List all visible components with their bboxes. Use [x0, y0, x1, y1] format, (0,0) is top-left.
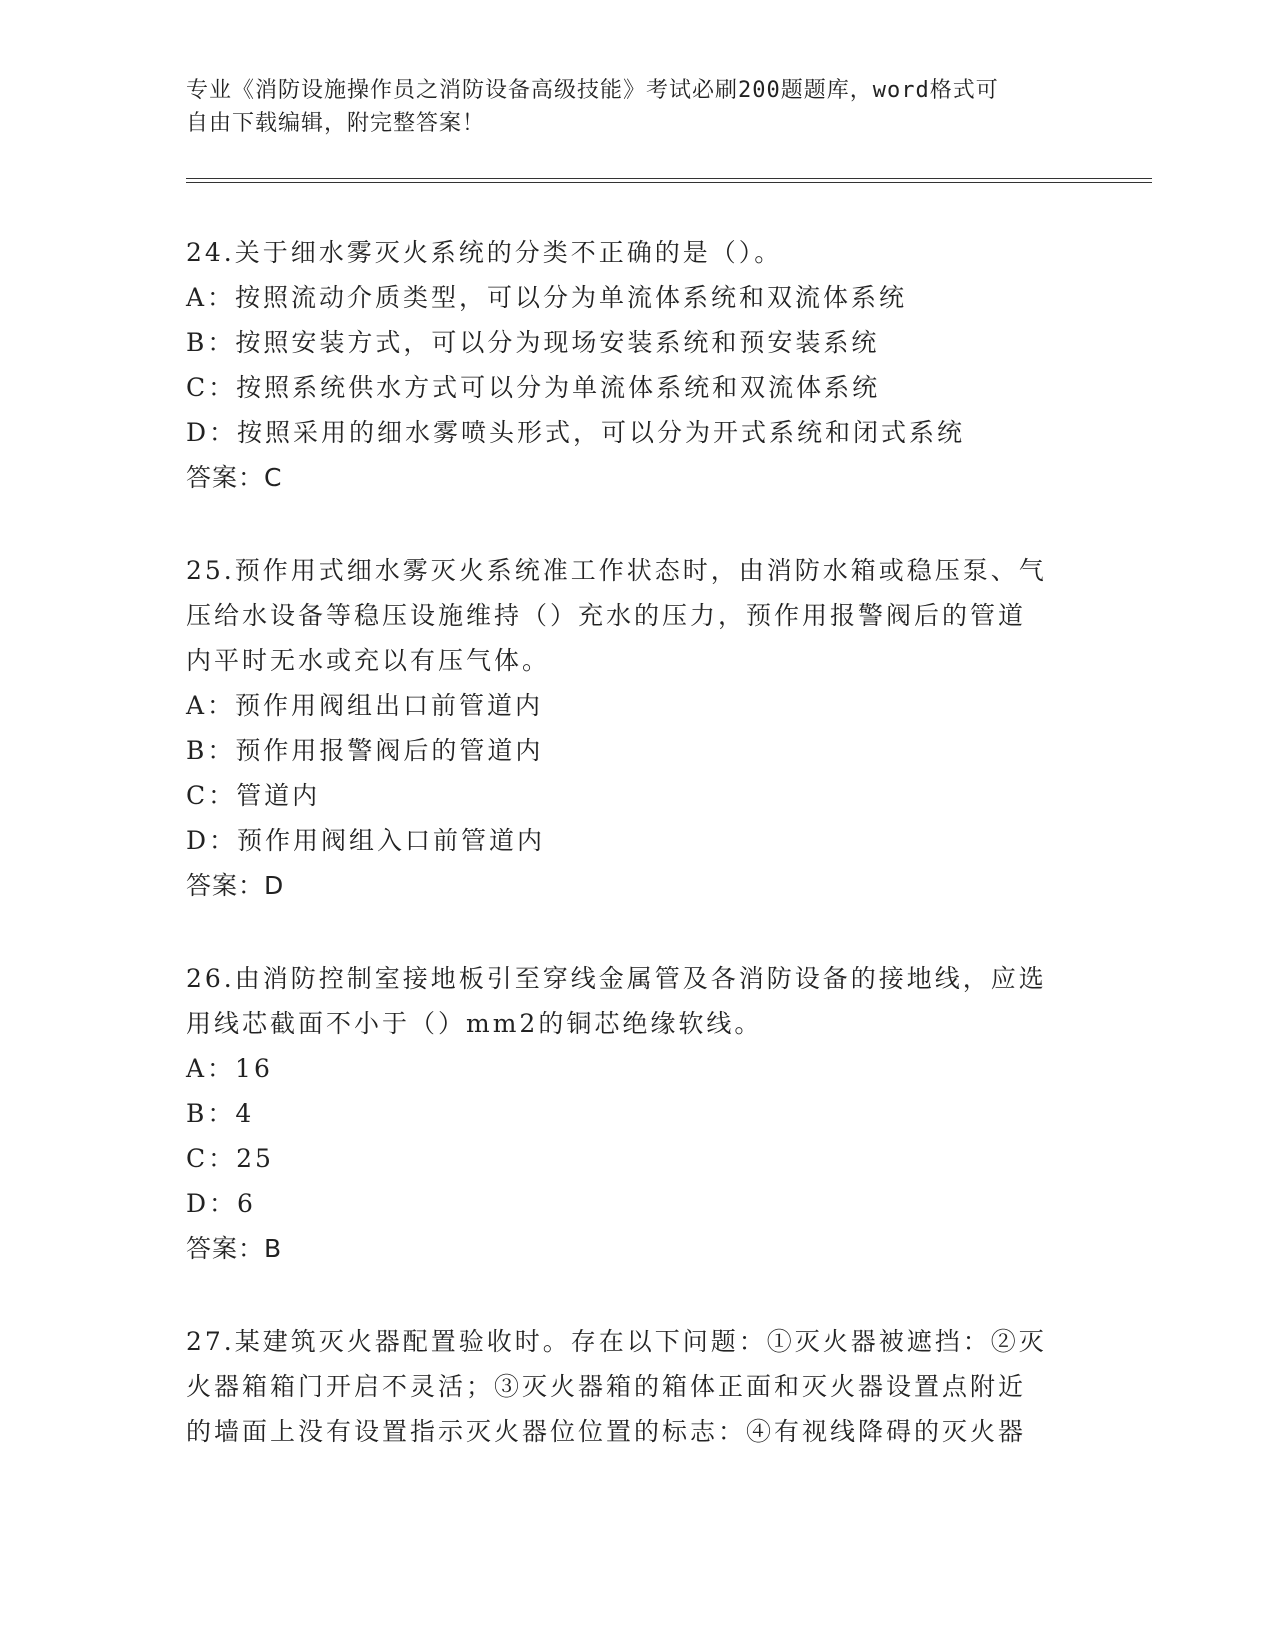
- header-divider-thick: [186, 182, 1152, 183]
- question-25: [186, 548, 1066, 908]
- question-title-line: 27.某建筑灭火器配置验收时。存在以下问题：①灭火器被遮挡：②灭: [186, 1327, 1047, 1356]
- option-b: B：4: [186, 1099, 255, 1128]
- option-a: A：16: [186, 1054, 273, 1083]
- question-list: [186, 230, 1066, 1502]
- option-d: D：6: [186, 1189, 256, 1218]
- option-d: D：按照采用的细水雾喷头形式，可以分为开式系统和闭式系统: [186, 418, 966, 447]
- question-title-line: 压给水设备等稳压设施维持（）充水的压力，预作用报警阀后的管道: [186, 601, 1027, 630]
- option-b: B：预作用报警阀后的管道内: [186, 736, 544, 765]
- question-title-line: 26.由消防控制室接地板引至穿线金属管及各消防设备的接地线，应选: [186, 964, 1047, 993]
- question-title-line: 用线芯截面不小于（）mm2的铜芯绝缘软线。: [186, 1009, 763, 1038]
- question-27: [186, 1319, 1066, 1454]
- question-title-line: 25.预作用式细水雾灭火系统准工作状态时，由消防水箱或稳压泵、气: [186, 556, 1047, 585]
- header-line-1: 专业《消防设施操作员之消防设备高级技能》考试必刷200题题库，word格式可: [186, 78, 999, 103]
- option-d: D：预作用阀组入口前管道内: [186, 826, 546, 855]
- header-divider-thin: [186, 178, 1152, 179]
- option-c: C：25: [186, 1144, 274, 1173]
- option-c: C：按照系统供水方式可以分为单流体系统和双流体系统: [186, 373, 881, 402]
- option-a: A：按照流动介质类型，可以分为单流体系统和双流体系统: [186, 283, 908, 312]
- option-c: C：管道内: [186, 781, 321, 810]
- option-b: B：按照安装方式，可以分为现场安装系统和预安装系统: [186, 328, 880, 357]
- answer-label: 答案：B: [186, 1234, 283, 1263]
- option-a: A：预作用阀组出口前管道内: [186, 691, 544, 720]
- question-title-line: 内平时无水或充以有压气体。: [186, 646, 551, 675]
- question-title-line: 24.关于细水雾灭火系统的分类不正确的是（）。: [186, 238, 783, 267]
- question-24: [186, 230, 1066, 500]
- question-26: [186, 956, 1066, 1271]
- question-title-line: 火器箱箱门开启不灵活；③灭火器箱的箱体正面和灭火器设置点附近: [186, 1372, 1027, 1401]
- header-line-2: 自由下载编辑，附完整答案！: [186, 111, 486, 136]
- answer-label: 答案：C: [186, 463, 283, 492]
- document-header: [186, 74, 1086, 140]
- answer-label: 答案：D: [186, 871, 285, 900]
- question-title-line: 的墙面上没有设置指示灭火器位位置的标志：④有视线降碍的灭火器: [186, 1417, 1027, 1446]
